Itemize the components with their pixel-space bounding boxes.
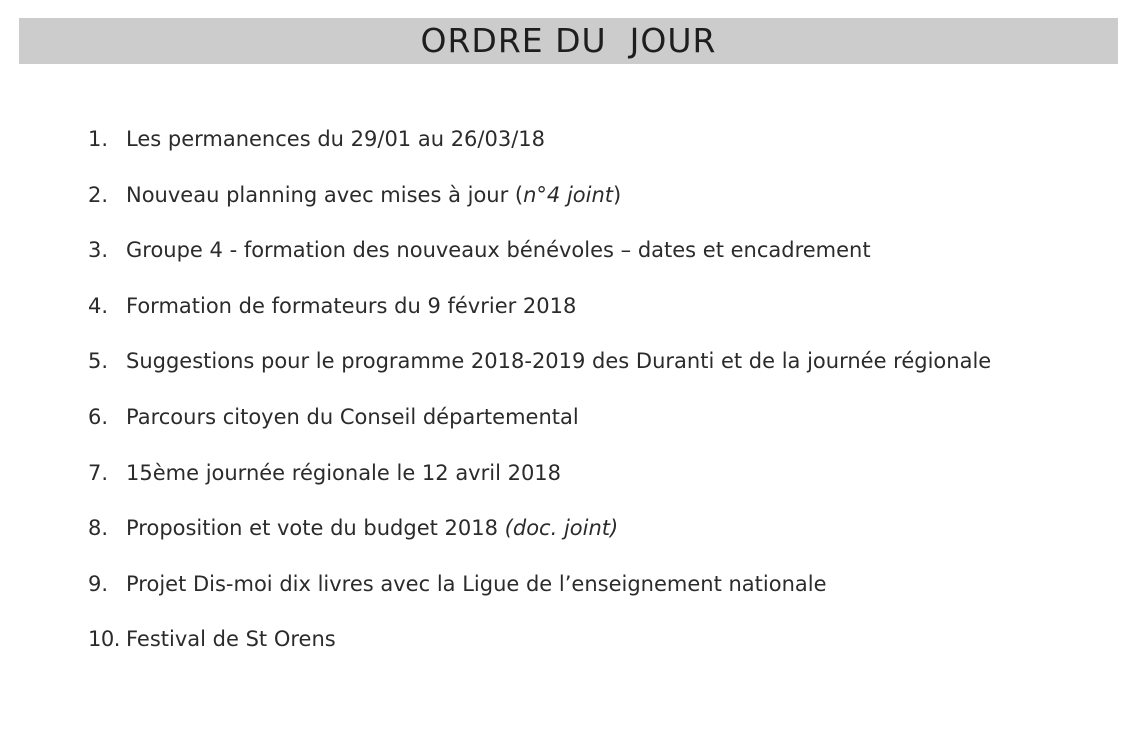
item-label: 15ème journée régionale le 12 avril 2018 — [126, 460, 562, 485]
item-text — [126, 513, 618, 543]
item-label: Festival de St Orens — [126, 627, 336, 652]
item-text — [126, 569, 827, 599]
agenda-item-7 — [88, 458, 991, 514]
item-label: Parcours citoyen du Conseil départemental — [126, 404, 579, 429]
item-text — [126, 402, 579, 432]
item-number: 6. — [88, 404, 109, 429]
item-label: Proposition et vote du budget 2018 — [126, 516, 505, 541]
item-number: 7. — [88, 460, 109, 485]
item-number: 2. — [88, 182, 109, 207]
title-banner — [19, 18, 1118, 64]
item-number: 5. — [88, 349, 109, 374]
item-label: Formation de formateurs du 9 février 2018 — [126, 293, 577, 318]
agenda-item-2 — [88, 180, 991, 236]
agenda-item-1 — [88, 124, 991, 180]
item-italic-note: n°4 joint — [523, 182, 614, 207]
agenda-list — [88, 124, 991, 680]
agenda-item-9 — [88, 569, 991, 625]
agenda-item-4 — [88, 291, 991, 347]
item-number: 3. — [88, 238, 109, 263]
item-italic-note: (doc. joint) — [504, 516, 619, 541]
item-suffix: ) — [613, 182, 622, 207]
item-text — [126, 624, 336, 654]
item-text — [126, 346, 991, 376]
item-label: Suggestions pour le programme 2018-2019 des Duranti et de la journée régionale — [126, 349, 992, 374]
item-number: 4. — [88, 293, 109, 318]
page-title: ORDRE DU JOUR — [420, 21, 717, 60]
agenda-item-10 — [88, 624, 991, 680]
item-label: Projet Dis-moi dix livres avec la Ligue de l’enseignement nationale — [126, 571, 827, 596]
agenda-item-6 — [88, 402, 991, 458]
item-text — [126, 458, 561, 488]
item-label: Les permanences du 29/01 au 26/03/18 — [126, 127, 546, 151]
item-text — [126, 124, 545, 154]
agenda-item-5 — [88, 346, 991, 402]
item-number: 8. — [88, 516, 109, 541]
item-number: 1. — [88, 127, 109, 151]
item-label: Nouveau planning avec mises à jour ( — [126, 182, 524, 207]
item-text — [126, 235, 871, 265]
item-label: Groupe 4 - formation des nouveaux bénévoles – dates et encadrement — [126, 238, 871, 263]
agenda-item-3 — [88, 235, 991, 291]
item-text — [126, 180, 621, 210]
item-number: 9. — [88, 571, 109, 596]
item-number: 10. — [88, 627, 120, 652]
agenda-item-8 — [88, 513, 991, 569]
item-text — [126, 291, 576, 321]
